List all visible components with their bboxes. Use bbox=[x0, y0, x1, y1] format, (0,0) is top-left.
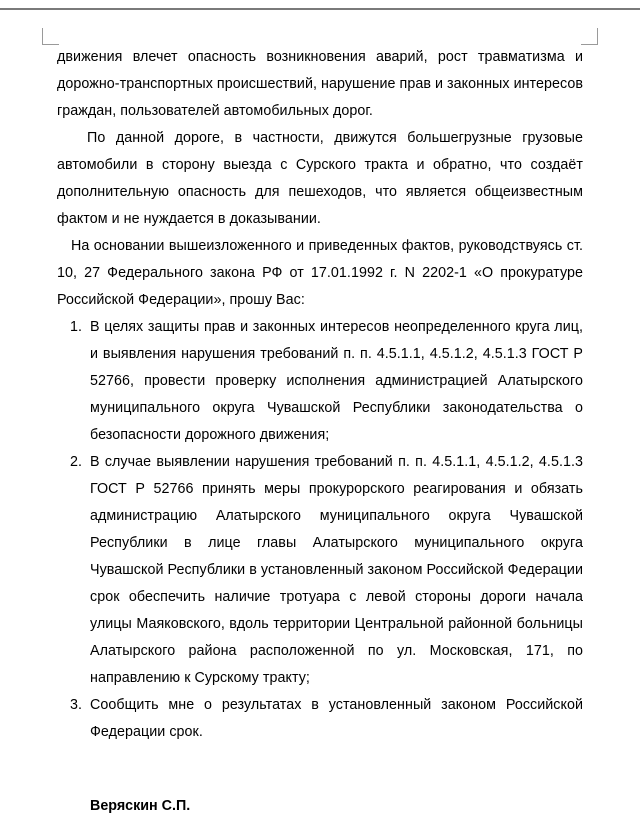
paragraph-legal-basis: На основании вышеизложенного и приведенных фактов, руководствуясь ст. 10, 27 Федерального закона РФ от 17.01.1992 г. N 2202-1 «О прокуратуре Российской Федерации», прошу Вас: bbox=[57, 238, 583, 308]
document-body bbox=[57, 44, 583, 820]
paragraph-continuation: движения влечет опасность возникновения аварий, рост травматизма и дорожно-транспортных происшествий, нарушение прав и законных интересов граждан, пользователей автомобильных дорог. bbox=[57, 49, 583, 119]
page-top-rule bbox=[0, 8, 640, 10]
list-item: В случае выявлении нарушения требований п. п. 4.5.1.1, 4.5.1.2, 4.5.1.3 ГОСТ Р 52766 принять меры прокурорского реагирования и обязать администрацию Алатырского муниципального округа Чувашской Республики в лице главы Алатырского муниципального округа Чувашской Республики в установленный законом Российской Федерации срок обеспечить наличие тротуара с левой стороны дороги начала улицы Маяковского, вдоль территории Центральной районной больницы Алатырского района расположенной по ул. Московская, 171, по направлению к Сурскому тракту; bbox=[90, 454, 583, 686]
list-item: В целях защиты прав и законных интересов неопределенного круга лиц, и выявления нарушения требований п. п. 4.5.1.1, 4.5.1.2, 4.5.1.3 ГОСТ Р 52766, провести проверку исполнения администрацией Алатырского муниципального округа Чувашской Республики законодательства о безопасности дорожного движения; bbox=[90, 319, 583, 443]
requests-list bbox=[57, 314, 583, 746]
crop-mark-top-right-icon bbox=[581, 28, 598, 45]
crop-mark-top-left-icon bbox=[42, 28, 59, 45]
paragraph-traffic-description: По данной дороге, в частности, движутся большегрузные грузовые автомобили в сторону выезда с Сурского тракта и обратно, что создаёт дополнительную опасность для пешеходов, что является общеизвестным фактом и не нуждается в доказывании. bbox=[57, 130, 583, 227]
list-item: Сообщить мне о результатах в установленный законом Российской Федерации срок. bbox=[90, 697, 583, 740]
signature-name: Веряскин С.П. bbox=[90, 798, 191, 814]
